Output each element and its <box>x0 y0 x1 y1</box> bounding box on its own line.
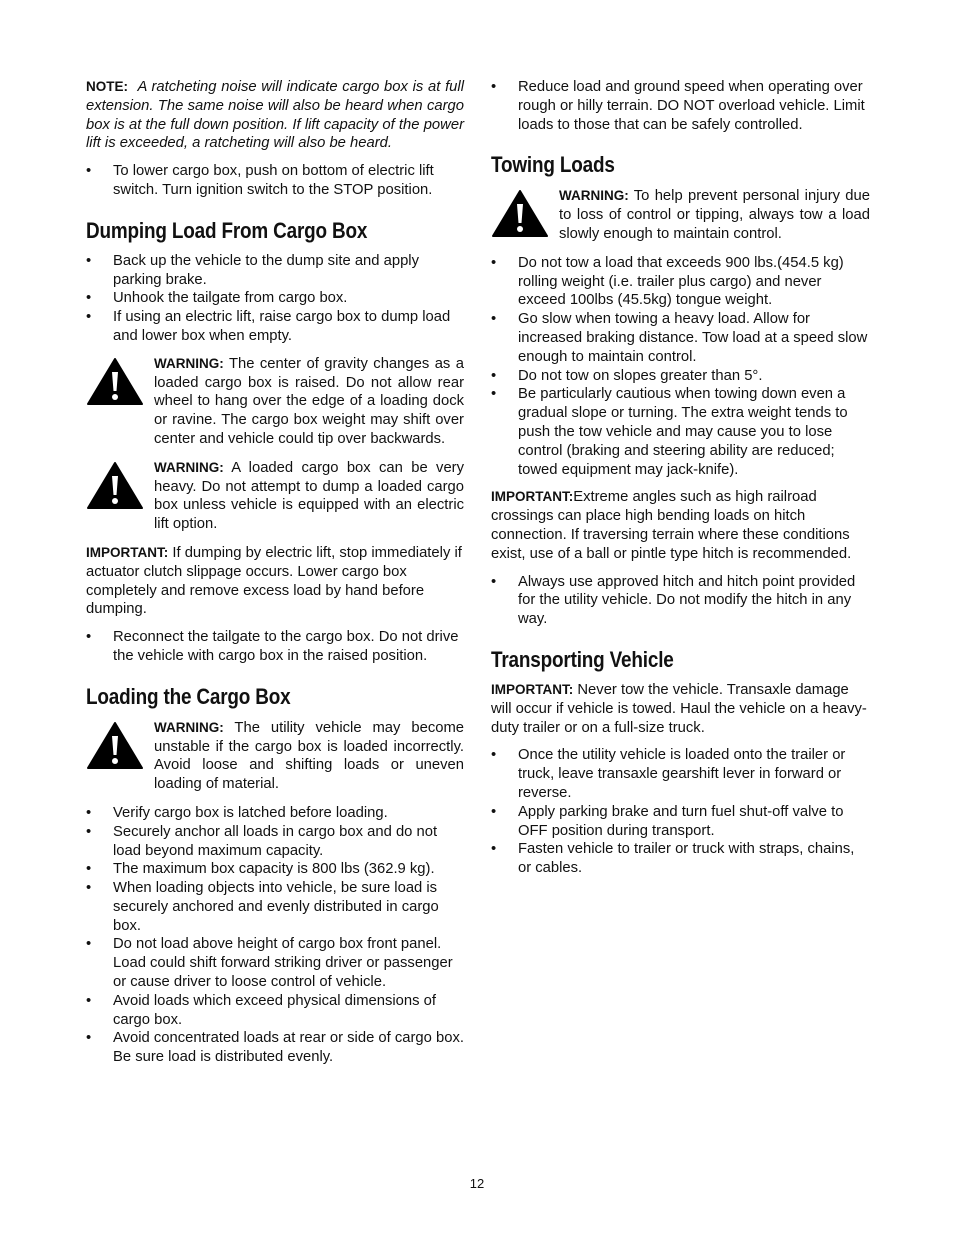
note-text: A ratcheting noise will indicate cargo box is at full extension. The same noise will also be heard when cargo box is at the full down position. If lift capacity of the power lift is exceeded, a ratcheting will also be heard. <box>86 79 464 152</box>
loading-heading: Loading the Cargo Box <box>86 683 291 709</box>
warning-triangle-icon <box>86 459 154 511</box>
warning-label: WARNING: <box>154 459 224 475</box>
list-item: • Securely anchor all loads in cargo box and do not load beyond maximum capacity. <box>86 823 464 861</box>
lower-bullet-list <box>86 162 464 200</box>
list-item: • Apply parking brake and turn fuel shut-off valve to OFF position during transport. <box>491 803 870 841</box>
warning-block <box>86 719 464 794</box>
warning-triangle-icon <box>86 355 154 407</box>
list-item: • Reduce load and ground speed when operating over rough or hilly terrain. DO NOT overload vehicle. Limit loads to those that can be safely controlled. <box>491 78 870 134</box>
warning-body: The center of gravity changes as a loaded cargo box is raised. Do not allow rear wheel to hang over the edge of a loading dock or ravine. The cargo box weight may shift over center and vehicle could tip over backwards. <box>154 355 464 447</box>
list-item: • Unhook the tailgate from cargo box. <box>86 289 464 308</box>
important-text: If dumping by electric lift, stop immediately if actuator clutch slippage occurs. Lower cargo box completely and remove excess load by hand before dumping. <box>86 544 462 618</box>
warning-label: WARNING: <box>154 355 224 371</box>
warning-text <box>154 355 464 449</box>
list-item: • To lower cargo box, push on bottom of electric lift switch. Turn ignition switch to the STOP position. <box>86 162 464 200</box>
warning-triangle-icon <box>491 187 559 239</box>
transporting-heading: Transporting Vehicle <box>491 646 674 672</box>
list-item: • Avoid loads which exceed physical dimensions of cargo box. <box>86 992 464 1030</box>
list-item: • Do not tow on slopes greater than 5°. <box>491 367 870 386</box>
towing-bullet-list-2 <box>491 573 870 629</box>
dumping-bullet-list-2 <box>86 628 464 666</box>
list-item: • Once the utility vehicle is loaded onto the trailer or truck, leave transaxle gearshift lever in forward or reverse. <box>491 746 870 802</box>
right-column <box>491 78 870 887</box>
list-item: • Back up the vehicle to the dump site and apply parking brake. <box>86 252 464 290</box>
warning-label: WARNING: <box>559 188 629 204</box>
list-item: • Always use approved hitch and hitch point provided for the utility vehicle. Do not modify the hitch in any way. <box>491 573 870 629</box>
warning-text <box>154 719 464 794</box>
list-item: • When loading objects into vehicle, be sure load is securely anchored and evenly distributed in cargo box. <box>86 879 464 935</box>
important-label: IMPORTANT: <box>491 489 574 505</box>
towing-bullet-list <box>491 254 870 480</box>
warning-block <box>491 187 870 243</box>
list-item: • Do not load above height of cargo box front panel. Load could shift forward striking driver or passenger or cause driver to loose control of vehicle. <box>86 935 464 991</box>
important-paragraph <box>491 681 870 737</box>
list-item: • Be particularly cautious when towing down even a gradual slope or turning. The extra weight tends to push the tow vehicle and may cause you to lose control (braking and steering ability are reduced; towed equipment may jack-knife). <box>491 385 870 479</box>
towing-heading: Towing Loads <box>491 152 615 178</box>
important-paragraph <box>491 488 870 563</box>
top-bullet-list <box>491 78 870 134</box>
note-paragraph <box>86 78 464 153</box>
warning-text <box>154 459 464 534</box>
page-number: 12 <box>469 1176 485 1191</box>
left-column <box>86 78 464 1076</box>
transporting-bullet-list <box>491 746 870 878</box>
warning-triangle-icon <box>86 719 154 771</box>
list-item: • The maximum box capacity is 800 lbs (362.9 kg). <box>86 860 464 879</box>
list-item: • Fasten vehicle to trailer or truck with straps, chains, or cables. <box>491 840 870 878</box>
list-item: • Verify cargo box is latched before loading. <box>86 804 464 823</box>
loading-bullet-list <box>86 804 464 1067</box>
dumping-bullet-list <box>86 252 464 346</box>
important-paragraph <box>86 544 464 619</box>
list-item: • Do not tow a load that exceeds 900 lbs.(454.5 kg) rolling weight (i.e. trailer plus cargo) and never exceed 100lbs (45.5kg) tongue weight. <box>491 254 870 310</box>
list-item: • Go slow when towing a heavy load. Allow for increased braking distance. Tow load at a speed slow enough to maintain control. <box>491 310 870 366</box>
list-item: • Reconnect the tailgate to the cargo box. Do not drive the vehicle with cargo box in the raised position. <box>86 628 464 666</box>
note-label: NOTE: <box>86 79 128 94</box>
warning-body: A loaded cargo box can be very heavy. Do not attempt to dump a loaded cargo box unless vehicle is equipped with an electric lift option. <box>154 459 464 533</box>
important-label: IMPORTANT: <box>491 681 574 697</box>
list-item: • Avoid concentrated loads at rear or side of cargo box. Be sure load is distributed evenly. <box>86 1029 464 1067</box>
important-label: IMPORTANT: <box>86 544 169 560</box>
warning-text <box>559 187 870 243</box>
dumping-heading: Dumping Load From Cargo Box <box>86 217 368 243</box>
list-item: • If using an electric lift, raise cargo box to dump load and lower box when empty. <box>86 308 464 346</box>
warning-body: The utility vehicle may become unstable if the cargo box is loaded incorrectly. Avoid loose and shifting loads or uneven loading of material. <box>154 719 465 793</box>
warning-block <box>86 355 464 449</box>
important-text: Never tow the vehicle. Transaxle damage will occur if vehicle is towed. Haul the vehicle on a heavy-duty trailer or on a full-size truck. <box>491 681 867 736</box>
warning-block <box>86 459 464 534</box>
warning-body: To help prevent personal injury due to loss of control or tipping, always tow a load slowly enough to maintain control. <box>559 188 870 242</box>
warning-label: WARNING: <box>154 719 224 735</box>
important-text: Extreme angles such as high railroad crossings can place high bending loads on hitch connection. If traversing terrain where these conditions exist, use of a ball or pintle type hitch is recommended. <box>491 489 852 562</box>
